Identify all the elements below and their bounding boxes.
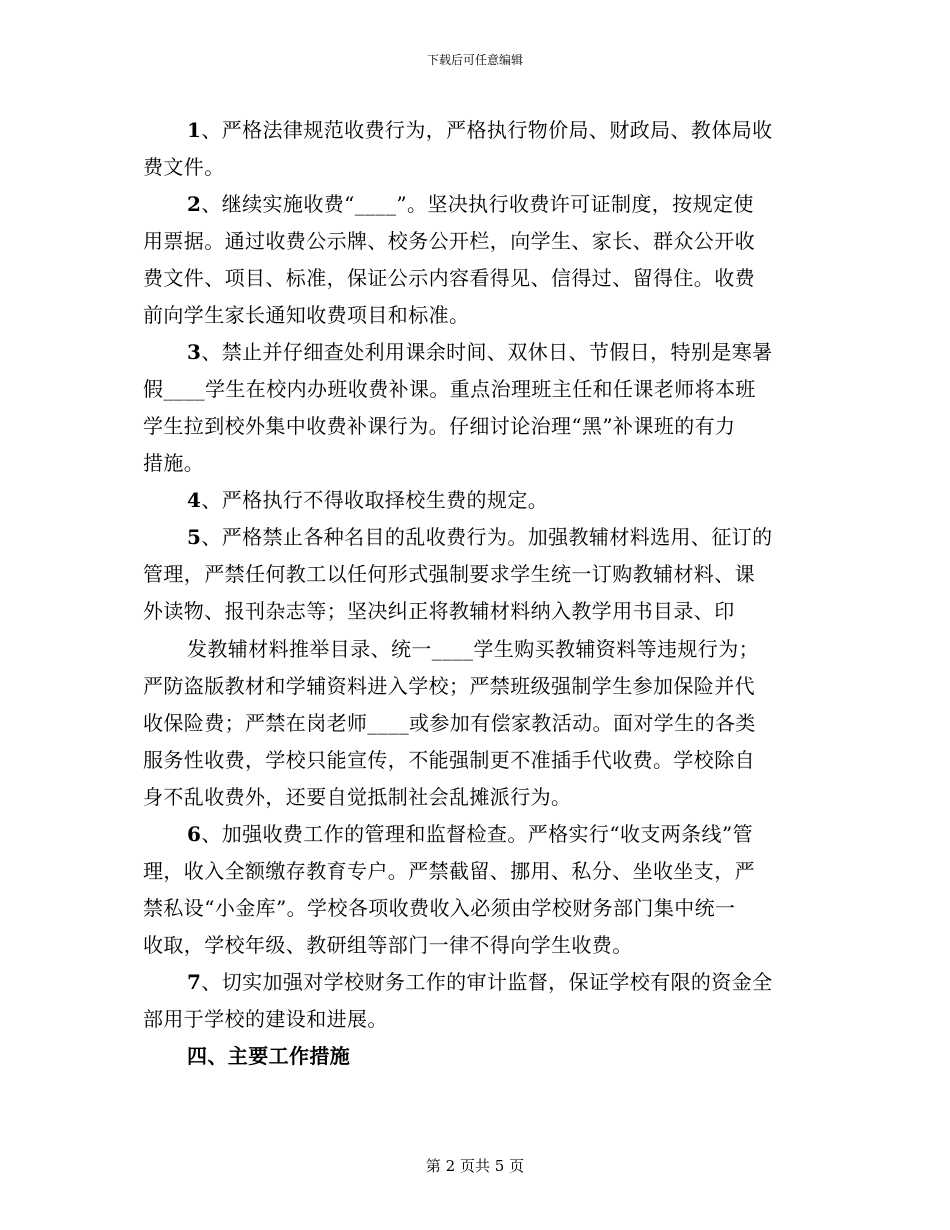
paragraph-line: 前向学生家长通知收费项目和标准。	[143, 303, 470, 327]
paragraph-line: 费文件。	[143, 155, 225, 179]
page-footer: 第 2 页共 5 页	[425, 1157, 525, 1175]
page-header: 下载后可任意编辑	[426, 53, 523, 67]
paragraph-line: 禁私设“小金库”。学校各项收费收入必须由学校财务部门集中统一	[143, 896, 736, 920]
paragraph-line: 用票据。通过收费公示牌、校务公开栏，向学生、家长、群众公开收	[143, 229, 755, 253]
paragraph-line: 学生拉到校外集中收费补课行为。仔细讨论治理“黑”补课班的有力	[143, 414, 736, 438]
paragraph-line: 发教辅材料推举目录、统一____学生购买教辅资料等违规行为；	[187, 637, 759, 661]
paragraph-line: 2、继续实施收费“____”。坚决执行收费许可证制度，按规定使	[187, 192, 754, 216]
paragraph-line: 7、切实加强对学校财务工作的审计监督，保证学校有限的资金全	[187, 970, 773, 994]
paragraph-line: 外读物、报刊杂志等；坚决纠正将教辅材料纳入教学用书目录、印	[143, 599, 735, 623]
paragraph-line: 1、严格法律规范收费行为，严格执行物价局、财政局、教体局收	[187, 118, 773, 142]
paragraph-line: 措施。	[143, 451, 205, 475]
paragraph-line: 费文件、项目、标准，保证公示内容看得见、信得过、留得住。收费	[143, 266, 755, 290]
paragraph-line: 服务性收费，学校只能宣传，不能强制更不准插手代收费。学校除自	[143, 748, 755, 772]
paragraph-line: 3、禁止并仔细查处利用课余时间、双休日、节假日，特别是寒暑	[187, 340, 773, 364]
paragraph-line: 理，收入全额缴存教育专户。严禁截留、挪用、私分、坐收坐支，严	[143, 859, 755, 883]
paragraph-line: 假____学生在校内办班收费补课。重点治理班主任和任课老师将本班	[143, 377, 756, 401]
paragraph-line: 收保险费；严禁在岗老师____或参加有偿家教活动。面对学生的各类	[143, 711, 756, 735]
paragraph-line: 身不乱收费外，还要自觉抵制社会乱摊派行为。	[143, 785, 572, 809]
paragraph-line: 管理，严禁任何教工以任何形式强制要求学生统一订购教辅材料、课	[143, 562, 755, 586]
paragraph-line: 5、严格禁止各种名目的乱收费行为。加强教辅材料选用、征订的	[187, 525, 773, 549]
paragraph-line: 4、严格执行不得收取择校生费的规定。	[187, 488, 549, 512]
paragraph-line: 严防盗版教材和学辅资料进入学校；严禁班级强制学生参加保险并代	[143, 674, 755, 698]
paragraph-line: 6、加强收费工作的管理和监督检查。严格实行“收支两条线”管	[187, 822, 753, 846]
paragraph-line: 部用于学校的建设和进展。	[143, 1007, 388, 1031]
section-heading: 四、主要工作措施	[187, 1044, 351, 1068]
paragraph-line: 收取，学校年级、教研组等部门一律不得向学生收费。	[143, 933, 633, 957]
